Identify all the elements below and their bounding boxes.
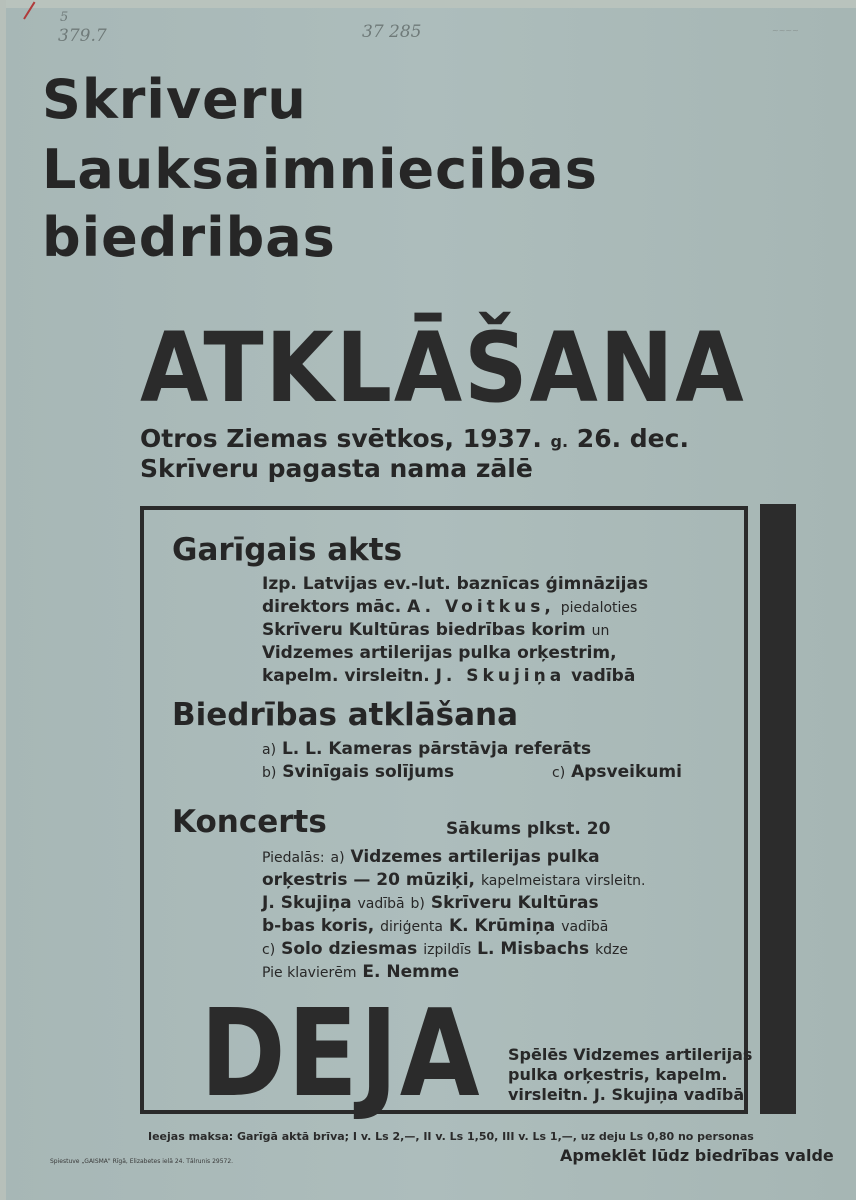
s1-l3b: un xyxy=(591,623,610,639)
s3-l6b: E. Nemme xyxy=(362,962,460,982)
date-part-2: 26. dec. xyxy=(576,424,689,453)
s3-l3c: b) xyxy=(410,896,425,912)
dance-line-3: virsleitn. J. Skujiņa vadībā xyxy=(508,1085,745,1104)
section-2-item-c xyxy=(552,761,682,784)
s2-c-label: c) xyxy=(552,765,566,781)
section-2-item-b xyxy=(262,761,454,784)
paper-edge-left xyxy=(0,0,6,1200)
section-1-line-4: Vidzemes artilerijas pulka orķestrim, xyxy=(262,643,617,663)
venue-line: Skrīveru pagasta nama zālē xyxy=(140,454,533,483)
section-3-title: Koncerts xyxy=(172,804,327,840)
s3-l4c: K. Krūmiņa xyxy=(448,916,556,936)
pencil-note-2: 379.7 xyxy=(58,26,107,46)
s3-l2b: kapelmeistara virsleitn. xyxy=(480,873,646,889)
printer-imprint: Spiestuve „GAISMA" Rīgā, Elizabetes ielā 24. Tālrunis 29572. xyxy=(50,1158,234,1165)
s3-l4b: diriģenta xyxy=(380,919,444,935)
s2-a-label: a) xyxy=(262,742,277,758)
section-3-line-4 xyxy=(262,915,608,938)
s3-l4d: vadībā xyxy=(561,919,609,935)
section-3-line-3 xyxy=(262,892,599,915)
closing-line: Apmeklēt lūdz biedrības valde xyxy=(560,1146,834,1165)
section-1-line-1: Izp. Latvijas ev.-lut. baznīcas ģimnāzijas xyxy=(262,574,649,594)
admission-fees: Ieejas maksa: Garīgā aktā brīva; I v. Ls 2,—, II v. Ls 1,50, III v. Ls 1,—, uz deju Ls 0,80 no personas xyxy=(148,1130,754,1143)
paper-edge-top xyxy=(0,0,856,8)
date-line xyxy=(140,424,689,457)
dance-title: DEJA xyxy=(200,985,482,1124)
dance-line-1: Spēlēs Vidzemes artilerijas xyxy=(508,1045,753,1064)
s3-l3a: J. Skujiņa xyxy=(262,893,352,913)
section-3-line-2 xyxy=(262,869,646,892)
s3-l4a: b-bas koris, xyxy=(262,916,375,936)
section-2-title: Biedrības atklāšana xyxy=(172,697,518,733)
s1-l5a: kapelm. virsleitn. xyxy=(262,666,430,686)
date-part-1: Otros Ziemas svētkos, 1937. xyxy=(140,424,542,453)
s2-a-text: L. L. Kameras pārstāvja referāts xyxy=(281,739,592,759)
section-1-line-3 xyxy=(262,619,609,642)
s3-l6a: Pie klavierēm xyxy=(262,965,357,981)
s1-l5b: J. Skujiņa xyxy=(435,666,566,686)
s2-c-text: Apsveikumi xyxy=(571,762,682,782)
s1-l3a: Skrīveru Kultūras biedrības korim xyxy=(262,620,586,640)
dance-line-2: pulka orķestris, kapelm. xyxy=(508,1065,728,1084)
s3-l5a: c) xyxy=(262,942,276,958)
header-line-2: Lauksaimniecibas xyxy=(42,138,598,201)
section-1-title: Garīgais akts xyxy=(172,532,403,568)
s3-l1c: Vidzemes artilerijas pulka xyxy=(350,847,600,867)
s3-l1a: Piedalās: xyxy=(262,850,325,866)
s3-l5e: kdze xyxy=(595,942,629,958)
s3-l3b: vadībā xyxy=(357,896,405,912)
section-1-line-5 xyxy=(262,665,635,687)
section-3-start: Sākums plkst. 20 xyxy=(446,819,611,839)
pencil-note-1: 5 xyxy=(60,10,69,25)
section-1-line-2 xyxy=(262,596,637,619)
header-line-1: Skriveru xyxy=(42,68,307,131)
s3-l3d: Skrīveru Kultūras xyxy=(430,893,599,913)
header-line-3: biedribas xyxy=(42,206,336,269)
s3-l5b: Solo dziesmas xyxy=(281,939,418,959)
s1-l2c: piedaloties xyxy=(560,600,638,616)
section-3-line-5 xyxy=(262,938,628,961)
s3-l5c: izpildīs xyxy=(423,942,472,958)
section-2-item-a xyxy=(262,738,591,761)
s1-l5c: vadībā xyxy=(571,666,636,686)
decorative-bar xyxy=(760,504,796,1114)
s3-l5d: L. Misbachs xyxy=(477,939,590,959)
s3-l2a: orķestris — 20 mūziķi, xyxy=(262,870,476,890)
date-g: g. xyxy=(550,432,569,451)
s2-b-label: b) xyxy=(262,765,277,781)
pencil-note-3: 37 285 xyxy=(362,22,422,42)
s1-l2a: direktors māc. xyxy=(262,597,402,617)
archive-stamp: ~~~~ xyxy=(772,26,799,35)
section-3-line-1 xyxy=(262,846,600,869)
s1-l2b: A. Voitkus, xyxy=(407,597,555,617)
section-3-line-6 xyxy=(262,961,459,984)
s3-l1b: a) xyxy=(330,850,345,866)
main-title: ATKLĀŠANA xyxy=(140,312,746,424)
s2-b-text: Svinīgais solījums xyxy=(282,762,455,782)
